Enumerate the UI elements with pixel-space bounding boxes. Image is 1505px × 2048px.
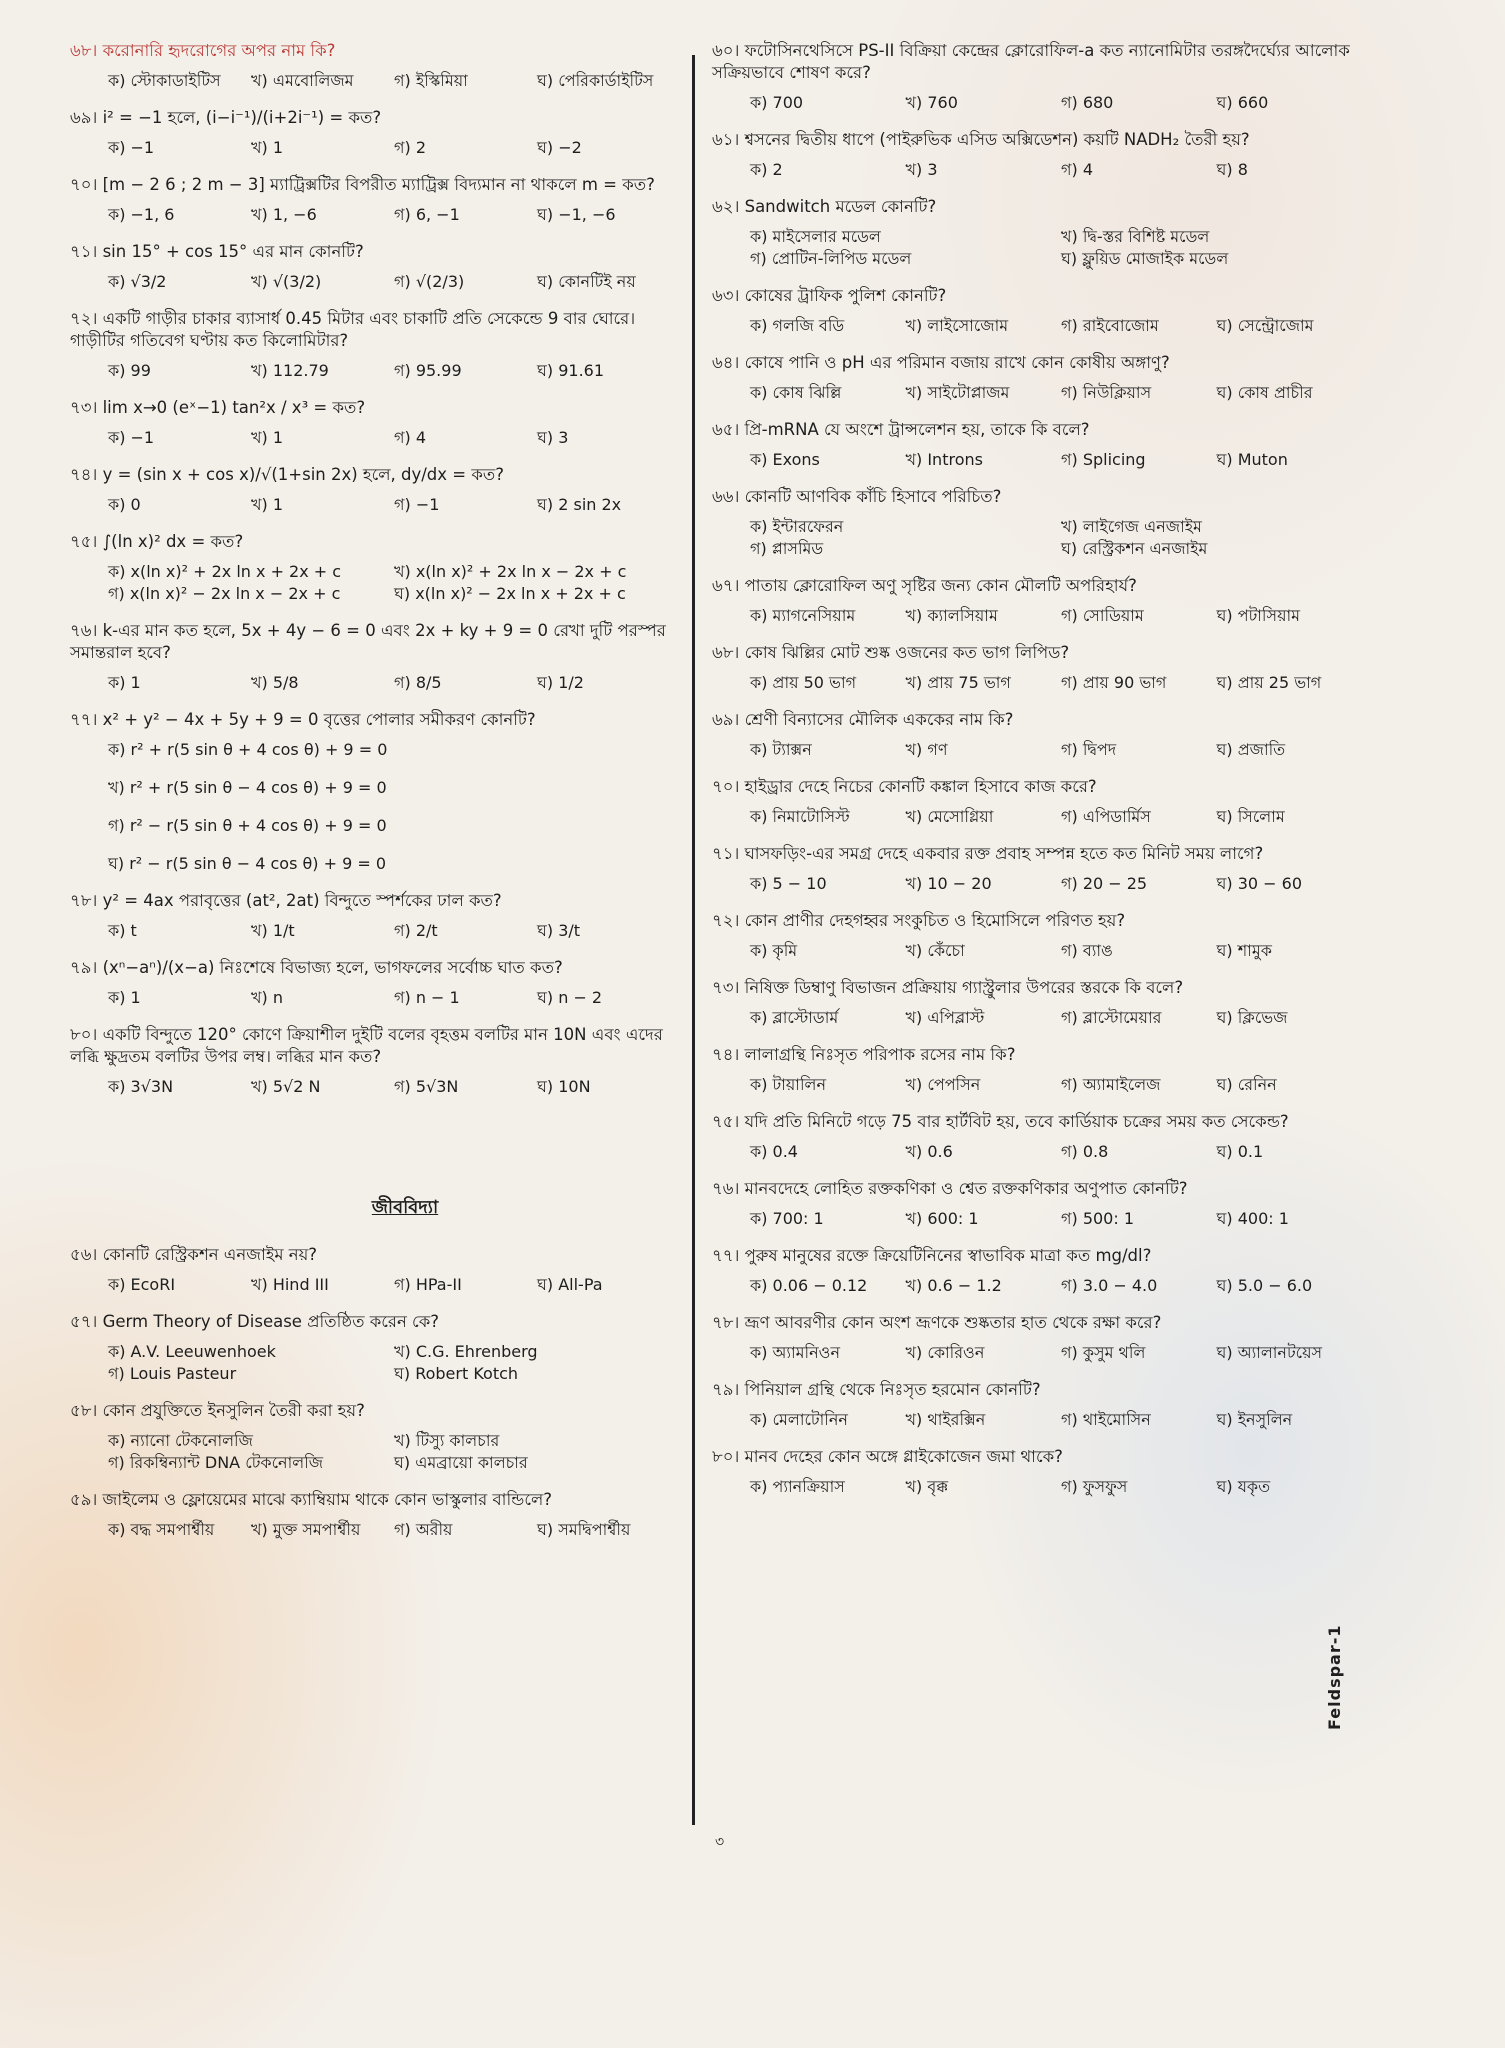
answer-option: ক) t — [108, 921, 137, 940]
answer-option: ক) স্টোকাডাইটিস — [108, 71, 221, 90]
question-text: ৬৮। কোষ ঝিল্লির মোট শুষ্ক ওজনের কত ভাগ লিপিড? — [712, 643, 1070, 662]
answer-option: ঘ) 3 — [537, 428, 569, 447]
biology-question-list-left — [70, 1244, 680, 1541]
question-item — [712, 843, 1372, 895]
answer-option: গ) কুসুম থলি — [1061, 1343, 1146, 1362]
question-text: ৬০। ফটোসিনথেসিসে PS-II বিক্রিয়া কেন্দ্রের ক্লোরোফিল-a কত ন্যানোমিটার তরঙ্গদৈর্ঘ্যের আলোক সক্রিয়ভাবে শোষণ করে? — [712, 41, 1350, 82]
option-list — [70, 1430, 680, 1474]
question-item — [70, 174, 680, 226]
answer-option: খ) Introns — [905, 450, 983, 469]
answer-option: ঘ) রেস্ট্রিকশন এনজাইম — [1061, 539, 1208, 558]
answer-option: খ) গণ — [905, 740, 948, 759]
answer-option: ক) মাইসেলার মডেল — [750, 227, 881, 246]
option-list — [70, 70, 680, 92]
question-item — [712, 977, 1372, 1029]
answer-option: ক) EcoRI — [108, 1275, 176, 1294]
option-list — [712, 449, 1372, 471]
option-list — [712, 516, 1372, 560]
question-text: ৭৪। y = (sin x + cos x)/√(1+sin 2x) হলে, dy/dx = কত? — [70, 465, 505, 484]
answer-option: খ) ক্যালসিয়াম — [905, 606, 998, 625]
question-text: ৬৭। পাতায় ক্লোরোফিল অণু সৃষ্টির জন্য কোন মৌলটি অপরিহার্য? — [712, 576, 1137, 595]
question-item — [712, 196, 1372, 270]
answer-option: গ) 20 − 25 — [1061, 874, 1148, 893]
answer-option: ক) Exons — [750, 450, 820, 469]
answer-option: খ) x(ln x)² + 2x ln x − 2x + c — [394, 562, 627, 581]
answer-option: ক) প্রায় 50 ভাগ — [750, 673, 857, 692]
answer-option: খ) 1, −6 — [251, 205, 317, 224]
question-item — [70, 531, 680, 605]
answer-option: ক) কোষ ঝিল্লি — [750, 383, 842, 402]
question-text: ৭২। কোন প্রাণীর দেহগহ্বর সংকুচিত ও হিমোসিলে পরিণত হয়? — [712, 911, 1126, 930]
question-item — [70, 1400, 680, 1474]
answer-option: গ) HPa-II — [394, 1275, 462, 1294]
answer-option: ঘ) 91.61 — [537, 361, 605, 380]
answer-option: খ) n — [251, 988, 283, 1007]
question-item — [70, 397, 680, 449]
answer-option: গ) 4 — [394, 428, 426, 447]
answer-option: গ) 6, −1 — [394, 205, 460, 224]
answer-option: ক) ট্যাক্সন — [750, 740, 812, 759]
answer-option: গ) রিকম্বিন্যান্ট DNA টেকনোলজি — [108, 1453, 324, 1472]
answer-option: ক) ম্যাগনেসিয়াম — [750, 606, 856, 625]
answer-option: ঘ) 400: 1 — [1216, 1209, 1289, 1228]
question-item — [712, 1312, 1372, 1364]
biology-question-list-right — [712, 40, 1372, 1498]
answer-option: ক) 99 — [108, 361, 151, 380]
answer-option: ক) ন্যানো টেকনোলজি — [108, 1431, 253, 1450]
side-code-label: Feldspar-1 — [1325, 1624, 1344, 1730]
question-item — [712, 129, 1372, 181]
question-item — [70, 40, 680, 92]
answer-option: খ) এমবোলিজম — [251, 71, 354, 90]
answer-option: ক) অ্যামনিওন — [750, 1343, 840, 1362]
answer-option: খ) বৃক্ক — [905, 1477, 949, 1496]
option-list — [70, 739, 680, 875]
answer-option: ক) 1 — [108, 673, 141, 692]
question-text: ৭১। sin 15° + cos 15° এর মান কোনটি? — [70, 242, 364, 261]
question-item — [712, 1245, 1372, 1297]
answer-option: ঘ) x(ln x)² − 2x ln x + 2x + c — [394, 584, 626, 603]
answer-option: খ) 5√2 N — [251, 1077, 321, 1096]
answer-option: ঘ) All-Pa — [537, 1275, 603, 1294]
answer-option: গ) অ্যামাইলেজ — [1061, 1075, 1161, 1094]
answer-option: ঘ) ইনসুলিন — [1216, 1410, 1293, 1429]
question-text: ৭৭। পুরুষ মানুষের রক্তে ক্রিয়েটিনিনের স্বাভাবিক মাত্রা কত mg/dl? — [712, 1246, 1152, 1265]
question-item — [70, 1024, 680, 1098]
answer-option: গ) রাইবোজোম — [1061, 316, 1159, 335]
answer-option: ঘ) কোনটিই নয় — [537, 272, 636, 291]
question-item — [712, 285, 1372, 337]
question-text: ৭৫। ∫(ln x)² dx = কত? — [70, 532, 244, 551]
answer-option: খ) 1 — [251, 495, 284, 514]
question-item — [70, 620, 680, 694]
option-list — [70, 987, 680, 1009]
answer-option: খ) এপিব্লাস্ট — [905, 1008, 985, 1027]
biology-section-title: জীববিদ্যা — [371, 1197, 439, 1218]
answer-option: ক) −1 — [108, 138, 155, 157]
answer-option: ক) বদ্ধ সমপার্শ্বীয় — [108, 1520, 215, 1539]
answer-option: খ) থাইরক্সিন — [905, 1410, 986, 1429]
answer-option: গ) সোডিয়াম — [1061, 606, 1144, 625]
option-list — [70, 427, 680, 449]
answer-option: খ) 10 − 20 — [905, 874, 992, 893]
option-list — [70, 1519, 680, 1541]
question-item — [70, 709, 680, 875]
answer-option: ঘ) কোষ প্রাচীর — [1216, 383, 1313, 402]
question-text: ৬২। Sandwitch মডেল কোনটি? — [712, 197, 937, 216]
question-text: ৭৫। যদি প্রতি মিনিটে গড়ে 75 বার হার্টবিট হয়, তবে কার্ডিয়াক চক্রের সময় কত সেকেন্ড? — [712, 1112, 1289, 1131]
answer-option: ক) 0.4 — [750, 1142, 798, 1161]
answer-option: ঘ) ক্লিভেজ — [1216, 1008, 1288, 1027]
answer-option: ক) A.V. Leeuwenhoek — [108, 1342, 276, 1361]
question-text: ৫৭। Germ Theory of Disease প্রতিষ্ঠিত করেন কে? — [70, 1312, 440, 1331]
answer-option: ঘ) 2 sin 2x — [537, 495, 622, 514]
answer-option: ক) x(ln x)² + 2x ln x + 2x + c — [108, 562, 342, 581]
answer-option: ঘ) ফ্লুয়িড মোজাইক মডেল — [1061, 249, 1229, 268]
answer-option: ঘ) প্রায় 25 ভাগ — [1216, 673, 1322, 692]
answer-option: খ) 0.6 − 1.2 — [905, 1276, 1002, 1295]
option-list — [70, 920, 680, 942]
answer-option: গ) প্রায় 90 ভাগ — [1061, 673, 1167, 692]
answer-option: ঘ) 10N — [537, 1077, 591, 1096]
answer-option: ঘ) যকৃত — [1216, 1477, 1271, 1496]
question-text: ৫৯। জাইলেম ও ফ্লোয়েমের মাঝে ক্যাম্বিয়াম থাকে কোন ভাস্কুলার বান্ডিলে? — [70, 1490, 553, 1509]
question-text: ৭১। ঘাসফড়িং-এর সমগ্র দেহে একবার রক্ত প্রবাহ সম্পন্ন হতে কত মিনিট সময় লাগে? — [712, 844, 1264, 863]
answer-option: ক) 700 — [750, 93, 804, 112]
question-text: ৬৪। কোষে পানি ও pH এর পরিমান বজায় রাখে কোন কোষীয় অঙ্গাণু? — [712, 353, 1170, 372]
option-list — [712, 672, 1372, 694]
question-text: ৭৬। মানবদেহে লোহিত রক্তকণিকা ও শ্বেত রক্তকণিকার অণুপাত কোনটি? — [712, 1179, 1188, 1198]
answer-option: ঘ) সিলোম — [1216, 807, 1285, 826]
option-list — [70, 561, 680, 605]
question-text: ৬১। শ্বসনের দ্বিতীয় ধাপে (পাইরুভিক এসিড অক্সিডেশন) কয়টি NADH₂ তৈরী হয়? — [712, 130, 1250, 149]
question-text: ৬৬। কোনটি আণবিক কাঁচি হিসাবে পরিচিত? — [712, 487, 1002, 506]
answer-option: খ) Hind III — [251, 1275, 329, 1294]
answer-option: গ) 95.99 — [394, 361, 462, 380]
option-list — [712, 1208, 1372, 1230]
math-question-list — [70, 40, 680, 1098]
question-item — [70, 1489, 680, 1541]
answer-option: গ) ব্যাঙ — [1061, 941, 1113, 960]
answer-option: ক) 3√3N — [108, 1077, 174, 1096]
answer-option: ক) গলজি বডি — [750, 316, 845, 335]
option-list — [70, 1341, 680, 1385]
answer-option: ঘ) শামুক — [1216, 941, 1272, 960]
question-text: ৭২। একটি গাড়ীর চাকার ব্যাসার্ধ 0.45 মিটার এবং চাকাটি প্রতি সেকেন্ডে 9 বার ঘোরে। গাড়ীটির গতিবেগ ঘণ্টায় কত কিলোমিটার? — [70, 309, 636, 350]
option-list — [70, 1076, 680, 1098]
answer-option: ঘ) 8 — [1216, 160, 1248, 179]
question-item — [712, 575, 1372, 627]
answer-option: গ) 0.8 — [1061, 1142, 1109, 1161]
question-text: ৭৬। k-এর মান কত হলে, 5x + 4y − 6 = 0 এবং 2x + ky + 9 = 0 রেখা দুটি পরস্পর সমান্তরাল হবে? — [70, 621, 666, 662]
answer-option: খ) 112.79 — [251, 361, 329, 380]
answer-option: গ) ব্লাস্টোমেয়ার — [1061, 1008, 1162, 1027]
question-text: ৮০। মানব দেহের কোন অঙ্গে গ্লাইকোজেন জমা থাকে? — [712, 1447, 1063, 1466]
option-list — [712, 806, 1372, 828]
option-list — [712, 1007, 1372, 1029]
question-item — [712, 910, 1372, 962]
question-text: ৭৮। ভ্রূণ আবরণীর কোন অংশ ভ্রূণকে শুষ্কতার হাত থেকে রক্ষা করে? — [712, 1313, 1162, 1332]
option-list — [712, 92, 1372, 114]
answer-option: ক) প্যানক্রিয়াস — [750, 1477, 845, 1496]
question-text: ৭৭। x² + y² − 4x + 5y + 9 = 0 বৃত্তের পোলার সমীকরণ কোনটি? — [70, 710, 536, 729]
answer-option: গ) −1 — [394, 495, 440, 514]
option-list — [70, 1274, 680, 1296]
answer-option: ঘ) 30 − 60 — [1216, 874, 1303, 893]
answer-option: খ) লাইগেজ এনজাইম — [1061, 517, 1202, 536]
answer-option: ঘ) Robert Kotch — [394, 1364, 519, 1383]
option-list — [712, 315, 1372, 337]
option-list — [70, 672, 680, 694]
answer-option: খ) 3 — [905, 160, 938, 179]
answer-option: ঘ) −2 — [537, 138, 582, 157]
answer-option: গ) r² − r(5 sin θ + 4 cos θ) + 9 = 0 — [108, 816, 387, 835]
answer-option: খ) দ্বি-স্তর বিশিষ্ট মডেল — [1061, 227, 1210, 246]
right-column — [712, 40, 1372, 1513]
answer-option: খ) মেসোগ্লিয়া — [905, 807, 994, 826]
answer-option: খ) কোরিওন — [905, 1343, 985, 1362]
question-item — [712, 419, 1372, 471]
answer-option: ক) 1 — [108, 988, 141, 1007]
option-list — [70, 360, 680, 382]
answer-option: খ) লাইসোজোম — [905, 316, 1009, 335]
answer-option: গ) n − 1 — [394, 988, 460, 1007]
answer-option: গ) 5√3N — [394, 1077, 459, 1096]
question-item — [70, 1311, 680, 1385]
left-column — [70, 40, 680, 1556]
answer-option: গ) অরীয় — [394, 1520, 453, 1539]
answer-option: ঘ) পেরিকার্ডাইটিস — [537, 71, 654, 90]
option-list — [712, 1074, 1372, 1096]
option-list — [712, 382, 1372, 404]
answer-option: ক) ইন্টারফেরন — [750, 517, 844, 536]
answer-option: ক) ব্লাস্টোডার্ম — [750, 1008, 839, 1027]
question-item — [70, 107, 680, 159]
answer-option: গ) 8/5 — [394, 673, 442, 692]
option-list — [712, 940, 1372, 962]
answer-option: খ) 1 — [251, 428, 284, 447]
question-text: ৬৩। কোষের ট্রাফিক পুলিশ কোনটি? — [712, 286, 947, 305]
answer-option: ক) 0.06 − 0.12 — [750, 1276, 868, 1295]
option-list — [70, 494, 680, 516]
page-number: ৩ — [715, 1834, 725, 1850]
option-list — [70, 271, 680, 293]
option-list — [712, 1141, 1372, 1163]
answer-option: ঘ) 3/t — [537, 921, 581, 940]
question-text: ৭৩। নিষিক্ত ডিম্বাণু বিভাজন প্রক্রিয়ায় গ্যাস্ট্রুলার উপরের স্তরকে কি বলে? — [712, 978, 1184, 997]
answer-option: গ) থাইমোসিন — [1061, 1410, 1151, 1429]
answer-option: খ) কেঁচো — [905, 941, 965, 960]
option-list — [712, 159, 1372, 181]
question-item — [70, 308, 680, 382]
question-item — [70, 241, 680, 293]
question-text: ৭৯। (xⁿ−aⁿ)/(x−a) নিঃশেষে বিভাজ্য হলে, ভাগফলের সর্বোচ্চ ঘাত কত? — [70, 958, 563, 977]
question-item — [712, 1044, 1372, 1096]
question-item — [70, 1244, 680, 1296]
answer-option: ঘ) সমদ্বিপার্শ্বীয় — [537, 1520, 631, 1539]
answer-option: খ) 1 — [251, 138, 284, 157]
answer-option: ক) মেলাটোনিন — [750, 1410, 848, 1429]
answer-option: খ) C.G. Ehrenberg — [394, 1342, 538, 1361]
answer-option: গ) 680 — [1061, 93, 1114, 112]
answer-option: ক) 5 − 10 — [750, 874, 827, 893]
question-item — [712, 776, 1372, 828]
answer-option: ঘ) এমব্রায়ো কালচার — [394, 1453, 528, 1472]
answer-option: ঘ) 1/2 — [537, 673, 584, 692]
answer-option: খ) 5/8 — [251, 673, 299, 692]
answer-option: খ) সাইটোপ্লাজম — [905, 383, 1010, 402]
answer-option: গ) প্লাসমিড — [750, 539, 824, 558]
option-list — [712, 739, 1372, 761]
answer-option: গ) এপিডার্মিস — [1061, 807, 1151, 826]
question-item — [712, 352, 1372, 404]
answer-option: গ) Splicing — [1061, 450, 1146, 469]
answer-option: ক) r² + r(5 sin θ + 4 cos θ) + 9 = 0 — [108, 740, 388, 759]
question-text: ৬৫। প্রি-mRNA যে অংশে ট্রান্সলেশন হয়, তাকে কি বলে? — [712, 420, 1090, 439]
option-list — [712, 1409, 1372, 1431]
question-item — [712, 709, 1372, 761]
answer-option: ঘ) অ্যালানটয়েস — [1216, 1343, 1323, 1362]
answer-option: গ) 3.0 − 4.0 — [1061, 1276, 1158, 1295]
answer-option: গ) দ্বিপদ — [1061, 740, 1117, 759]
question-item — [712, 1111, 1372, 1163]
question-text: ৮০। একটি বিন্দুতে 120° কোণে ক্রিয়াশীল দুইটি বলের বৃহত্তম বলটির মান 10N এবং এদের লব্ধি ক্ষুদ্রতম বলটির উপর লম্ব। লব্ধির মান কত? — [70, 1025, 663, 1066]
answer-option: ঘ) n − 2 — [537, 988, 603, 1007]
answer-option: ঘ) রেনিন — [1216, 1075, 1277, 1094]
question-text: ৭৮। y² = 4ax পরাবৃত্তের (at², 2at) বিন্দুতে স্পর্শকের ঢাল কত? — [70, 891, 502, 910]
option-list — [712, 1275, 1372, 1297]
question-text: ৫৮। কোন প্রযুক্তিতে ইনসুলিন তৈরী করা হয়? — [70, 1401, 365, 1420]
answer-option: গ) নিউক্লিয়াস — [1061, 383, 1152, 402]
answer-option: গ) Louis Pasteur — [108, 1364, 237, 1383]
answer-option: খ) মুক্ত সমপার্শ্বীয় — [251, 1520, 361, 1539]
answer-option: ঘ) r² − r(5 sin θ − 4 cos θ) + 9 = 0 — [108, 854, 387, 873]
question-text: ৭৩। lim x→0 (eˣ−1) tan²x / x³ = কত? — [70, 398, 366, 417]
option-list — [712, 1476, 1372, 1498]
option-list — [712, 1342, 1372, 1364]
question-item — [712, 486, 1372, 560]
answer-option: খ) 600: 1 — [905, 1209, 979, 1228]
answer-option: ঘ) পটাসিয়াম — [1216, 606, 1301, 625]
question-text: ৭৪। লালাগ্রন্থি নিঃসৃত পরিপাক রসের নাম কি? — [712, 1045, 1016, 1064]
answer-option: গ) প্রোটিন-লিপিড মডেল — [750, 249, 912, 268]
answer-option: ঘ) 5.0 − 6.0 — [1216, 1276, 1313, 1295]
option-list — [70, 204, 680, 226]
answer-option: খ) টিস্যু কালচার — [394, 1431, 500, 1450]
answer-option: ক) নিমাটোসিস্ট — [750, 807, 850, 826]
answer-option: খ) √(3/2) — [251, 272, 322, 291]
answer-option: খ) r² + r(5 sin θ − 4 cos θ) + 9 = 0 — [108, 778, 387, 797]
answer-option: গ) x(ln x)² − 2x ln x − 2x + c — [108, 584, 341, 603]
option-list — [712, 873, 1372, 895]
answer-option: ঘ) 660 — [1216, 93, 1269, 112]
answer-option: ঘ) সেন্ট্রোজোম — [1216, 316, 1314, 335]
question-text: ৭০। [m − 2 6 ; 2 m − 3] ম্যাট্রিক্সটির বিপরীত ম্যাট্রিক্স বিদ্যমান না থাকলে m = কত? — [70, 175, 655, 194]
question-item — [712, 642, 1372, 694]
column-divider — [692, 55, 695, 1825]
question-item — [70, 890, 680, 942]
answer-option: গ) 500: 1 — [1061, 1209, 1135, 1228]
answer-option: ক) −1, 6 — [108, 205, 175, 224]
answer-option: খ) 1/t — [251, 921, 295, 940]
answer-option: ক) √3/2 — [108, 272, 167, 291]
answer-option: ক) −1 — [108, 428, 155, 447]
option-list — [70, 137, 680, 159]
option-list — [712, 605, 1372, 627]
question-item — [70, 957, 680, 1009]
answer-option: ঘ) প্রজাতি — [1216, 740, 1286, 759]
question-text: ৬৯। i² = −1 হলে, (i−i⁻¹)/(i+2i⁻¹) = কত? — [70, 108, 382, 127]
question-item — [712, 1379, 1372, 1431]
answer-option: খ) পেপসিন — [905, 1075, 981, 1094]
answer-option: ঘ) 0.1 — [1216, 1142, 1264, 1161]
answer-option: গ) 4 — [1061, 160, 1093, 179]
question-text: ৬৯। শ্রেণী বিন্যাসের মৌলিক এককের নাম কি? — [712, 710, 1014, 729]
answer-option: খ) 760 — [905, 93, 958, 112]
answer-option: গ) ফুসফুস — [1061, 1477, 1128, 1496]
answer-option: ক) 2 — [750, 160, 783, 179]
answer-option: ক) টায়ালিন — [750, 1075, 826, 1094]
answer-option: গ) ইস্কিমিয়া — [394, 71, 468, 90]
question-text: ৬৮। করোনারি হৃদরোগের অপর নাম কি? — [70, 41, 336, 60]
question-item — [712, 40, 1372, 114]
question-item — [712, 1178, 1372, 1230]
answer-option: ঘ) −1, −6 — [537, 205, 616, 224]
question-text: ৫৬। কোনটি রেস্ট্রিকশন এনজাইম নয়? — [70, 1245, 318, 1264]
question-text: ৭৯। পিনিয়াল গ্রন্থি থেকে নিঃসৃত হরমোন কোনটি? — [712, 1380, 1041, 1399]
answer-option: খ) 0.6 — [905, 1142, 953, 1161]
answer-option: ক) 700: 1 — [750, 1209, 824, 1228]
option-list — [712, 226, 1372, 270]
answer-option: গ) √(2/3) — [394, 272, 465, 291]
answer-option: গ) 2 — [394, 138, 426, 157]
answer-option: ক) 0 — [108, 495, 141, 514]
answer-option: ক) কৃমি — [750, 941, 798, 960]
answer-option: খ) প্রায় 75 ভাগ — [905, 673, 1011, 692]
question-text: ৭০। হাইড্রার দেহে নিচের কোনটি কঙ্কাল হিসাবে কাজ করে? — [712, 777, 1097, 796]
question-item — [70, 464, 680, 516]
answer-option: গ) 2/t — [394, 921, 438, 940]
answer-option: ঘ) Muton — [1216, 450, 1288, 469]
question-item — [712, 1446, 1372, 1498]
